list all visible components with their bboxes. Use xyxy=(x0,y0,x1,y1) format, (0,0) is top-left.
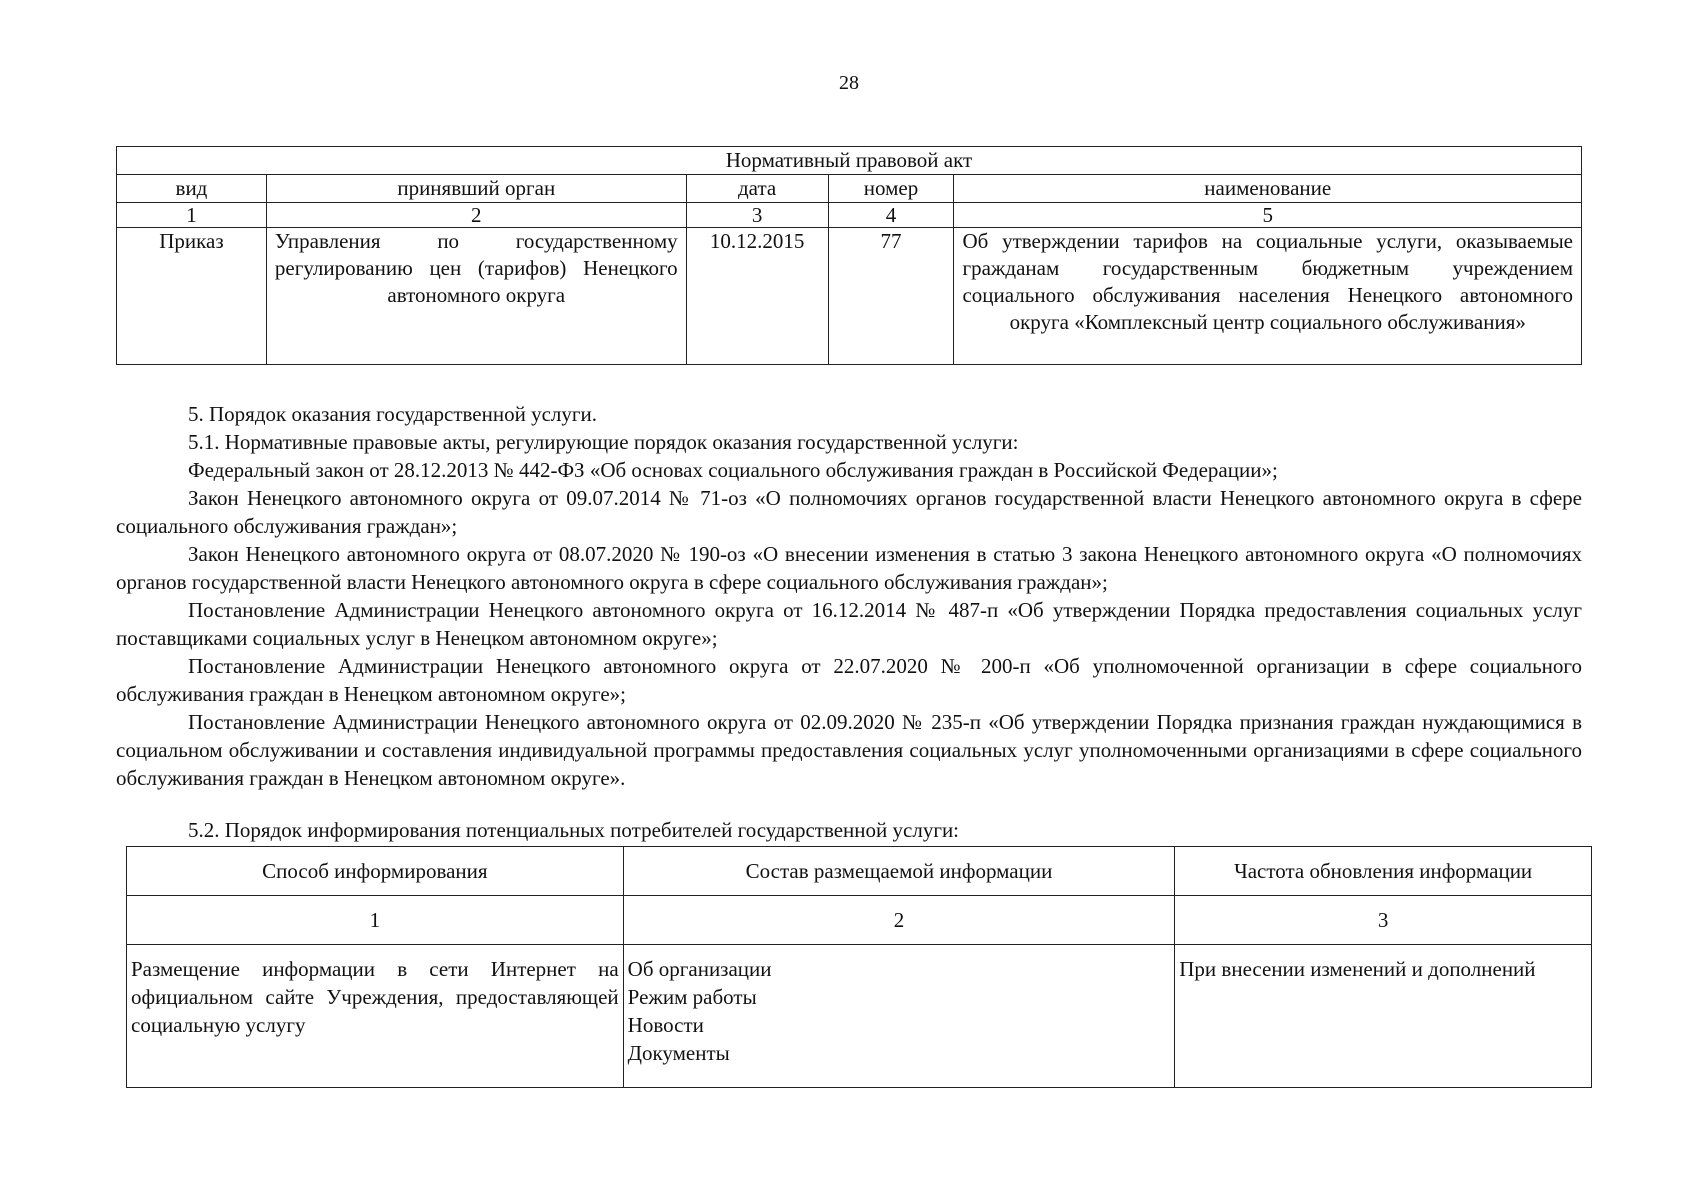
act-paragraph: Постановление Администрации Ненецкого автономного округа от 02.09.2020 № 235-п «Об утверждении Порядка признания граждан нуждающимися в социальном обслуживании и составления индивидуальной программы предоставления социальных услуг уполномоченными организациями в сфере социального обслуживания граждан в Ненецком автономном округе». xyxy=(116,710,1582,790)
info-content-item: Новости xyxy=(627,1013,704,1037)
act-type-cell: Приказ xyxy=(117,228,267,365)
column-number: 3 xyxy=(1175,896,1592,945)
info-method-cell: Размещение информации в сети Интернет на официальном сайте Учреждения, предоставляющей социальную услугу xyxy=(127,945,624,1088)
section-heading: 5. Порядок оказания государственной услуги. xyxy=(188,402,597,426)
column-header: Состав размещаемой информации xyxy=(623,847,1175,896)
legal-act-caption: Нормативный правовой акт xyxy=(117,147,1582,175)
act-paragraph: Закон Ненецкого автономного округа от 08.07.2020 № 190-оз «О внесении изменения в статью 3 закона Ненецкого автономного округа «О полномочиях органов государственной власти Ненецкого автономного округа в сфере социального обслуживания граждан»; xyxy=(116,542,1582,594)
act-paragraph: Закон Ненецкого автономного округа от 09.07.2014 № 71-оз «О полномочиях органов государственной власти Ненецкого автономного округа в сфере социального обслуживания граждан»; xyxy=(116,486,1582,538)
act-authority-cell: Управления по государственному регулированию цен (тарифов) Ненецкого автономного округа xyxy=(266,228,686,365)
info-heading: 5.2. Порядок информирования потенциальных потребителей государственной услуги: xyxy=(188,818,960,842)
act-paragraph: Постановление Администрации Ненецкого автономного округа от 22.07.2020 № 200-п «Об уполномоченной организации в сфере социального обслуживания граждан в Ненецком автономном округе»; xyxy=(116,654,1582,706)
info-content-item: Режим работы xyxy=(627,985,757,1009)
column-header: принявший орган xyxy=(266,175,686,203)
info-content-item: Документы xyxy=(627,1041,730,1065)
column-header: наименование xyxy=(954,175,1582,203)
act-paragraph: Федеральный закон от 28.12.2013 № 442-ФЗ «Об основах социального обслуживания граждан в Российской Федерации»; xyxy=(188,458,1278,482)
act-number-cell: 77 xyxy=(828,228,954,365)
information-table xyxy=(126,846,1592,1088)
legal-act-table xyxy=(116,146,1582,365)
section-subheading: 5.1. Нормативные правовые акты, регулирующие порядок оказания государственной услуги: xyxy=(188,430,1019,454)
column-number: 3 xyxy=(686,203,828,228)
column-header: Частота обновления информации xyxy=(1175,847,1592,896)
column-number: 2 xyxy=(623,896,1175,945)
column-header: вид xyxy=(117,175,267,203)
column-header: дата xyxy=(686,175,828,203)
page-number: 28 xyxy=(839,72,859,94)
table-row xyxy=(117,228,1582,365)
column-number: 1 xyxy=(117,203,267,228)
column-header: Способ информирования xyxy=(127,847,624,896)
column-number: 5 xyxy=(954,203,1582,228)
table-row xyxy=(127,945,1592,1088)
column-number: 1 xyxy=(127,896,624,945)
info-content-cell xyxy=(623,945,1175,1088)
column-number: 2 xyxy=(266,203,686,228)
info-content-item: Об организации xyxy=(627,957,772,981)
act-title-cell: Об утверждении тарифов на социальные услуги, оказываемые гражданам государственным бюджетным учреждением социального обслуживания населения Ненецкого автономного округа «Комплексный центр социального обслуживания» xyxy=(954,228,1582,365)
section-body xyxy=(116,400,1582,792)
info-frequency-cell: При внесении изменений и дополнений xyxy=(1175,945,1592,1088)
column-header: номер xyxy=(828,175,954,203)
column-number: 4 xyxy=(828,203,954,228)
act-date-cell: 10.12.2015 xyxy=(686,228,828,365)
act-paragraph: Постановление Администрации Ненецкого автономного округа от 16.12.2014 № 487-п «Об утверждении Порядка предоставления социальных услуг поставщиками социальных услуг в Ненецком автономном округе»; xyxy=(116,598,1582,650)
